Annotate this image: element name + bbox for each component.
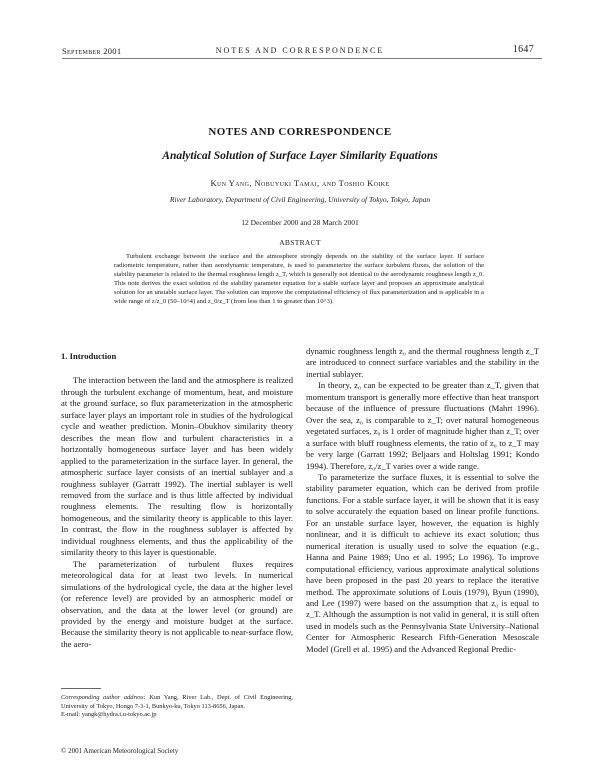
header-rule xyxy=(62,58,542,59)
affiliation: River Laboratory, Department of Civil Engineering, University of Tokyo, Tokyo, Japan xyxy=(169,195,431,204)
paper-title: Analytical Solution of Surface Layer Similarity Equations xyxy=(162,150,438,162)
footnote-label: Corresponding author address: xyxy=(61,694,146,701)
running-header-title: NOTES AND CORRESPONDENCE xyxy=(215,46,385,55)
intro-paragraph-1: The interaction between the land and the atmosphere is realized through the turbulent exchange of momentum, heat, and moisture at the ground surface, so flux parameterization in the atmospheric surface layer plays an important role in studies of the hydrological cycle and weather prediction. Monin–Obukhov similarity theory describes the mean flow and turbulent characteristics in a horizontally homogeneous surface layer and has been widely applied to the parameterization in the surface layer. In general, the atmospheric surface layer consists of an inertial sublayer and a roughness sublayer (Garratt 1992). The inertial sublayer is well removed from the surface and is thus little affected by individual roughness elements. The resulting flow is horizontally homogeneous, and the similarity theory is applicable to this layer. In contrast, the flow in the roughness sublayer is affected by individual roughness elements, and thus the applicability of the similarity theory to this layer is questionable. xyxy=(61,375,293,558)
intro-paragraph-2: The parameterization of turbulent fluxes requires meteorological data for at least two levels. In numerical simulations of the hydrological cycle, the data at the higher level (or reference level) are provided by an atmospheric model or observation, and the data at the lower level (or ground) are provided by the energy and moisture budget at the surface. Because the similarity theory is not applicable to near-surface flow, the aero- xyxy=(61,558,293,649)
right-column xyxy=(306,346,539,655)
right-paragraph-1: dynamic roughness length z₀ and the thermal roughness length z_T are introduced to connect surface variables and the stability in the inertial sublayer. xyxy=(306,346,539,379)
page-number: 1647 xyxy=(512,44,534,55)
authors: Kun Yang, Nobuyuki Tamai, and Toshio Koike xyxy=(210,178,390,188)
received-dates: 12 December 2000 and 28 March 2001 xyxy=(241,218,359,227)
running-header-date: September 2001 xyxy=(62,46,122,56)
abstract-text: Turbulent exchange between the surface and the atmosphere strongly depends on the stability of the surface layer. If surface radiometric temperature, rather than aerodynamic temperature, is used to parameterize the surface turbulent fluxes, the solution of the stability parameter is related to the thermal roughness length z_T, which is generally not identical to the aerodynamic roughness length z_0. This note derives the exact solution of the stability parameter equation for a stable surface layer and proposes an approximate analytical solution for an unstable surface layer. The solution can improve the computational efficiency of flux parameterization and is applicable in a wide range of z/z_0 (50–10^4) and z_0/z_T (from less than 1 to greater than 10^3). xyxy=(114,253,484,306)
section-title: NOTES AND CORRESPONDENCE xyxy=(208,126,392,138)
right-paragraph-2: In theory, z₀ can be expected to be greater than z_T, given that momentum transport is generally more effective than heat transport because of the influence of pressure fluctuations (Mahrt 1996). Over the sea, z₀ is comparable to z_T; over natural homogeneous vegetated surfaces, z₀ is 1 order of magnitude higher than z_T; over a surface with bluff roughness elements, the ratio of z₀ to z_T may be very large (Garratt 1992; Beljaars and Holtslag 1991; Kondo 1994). Therefore, z₀/z_T varies over a wide range. xyxy=(306,380,539,471)
corresponding-author-footnote xyxy=(61,694,293,720)
copyright-notice: © 2001 American Meteorological Society xyxy=(61,747,179,755)
footnote-address: Kun Yang, River Lab., Dept. of Civil Engineering, University of Tokyo, Hongo 7-3-1, Bunkyo-ku, Tokyo 113-8656, Japan. xyxy=(61,694,293,710)
right-paragraph-3: To parameterize the surface fluxes, it is essential to solve the stability parameter equation, which can be derived from profile functions. For a stable surface layer, it will be shown that it is easy to solve accurately the equation based on linear profile functions. For an unstable surface layer, however, the equation is highly nonlinear, and it is difficult to achieve its exact solution; thus numerical iteration is usually used to solve the equation (e.g., Hanna and Paine 1989; Uno et al. 1995; Lo 1996). To improve computational efficiency, various approximate analytical solutions have been proposed in the past 20 years to replace the iterative method. The approximate solutions of Louis (1979), Byun (1990), and Lee (1997) were based on the assumption that z₀ is equal to z_T. Although the assumption is not valid in general, it is still often used in models such as the Pennsylvania State University–National Center for Atmospheric Research Fifth-Generation Mesoscale Model (Grell et al. 1995) and the Advanced Regional Predic- xyxy=(306,471,539,654)
abstract-heading: ABSTRACT xyxy=(279,238,321,247)
footnote-email: E-mail: yangk@hydra.t.u-tokyo.ac.jp xyxy=(61,711,157,719)
introduction-heading: 1. Introduction xyxy=(61,351,117,361)
footnote-rule xyxy=(61,688,101,689)
left-column xyxy=(61,351,293,650)
